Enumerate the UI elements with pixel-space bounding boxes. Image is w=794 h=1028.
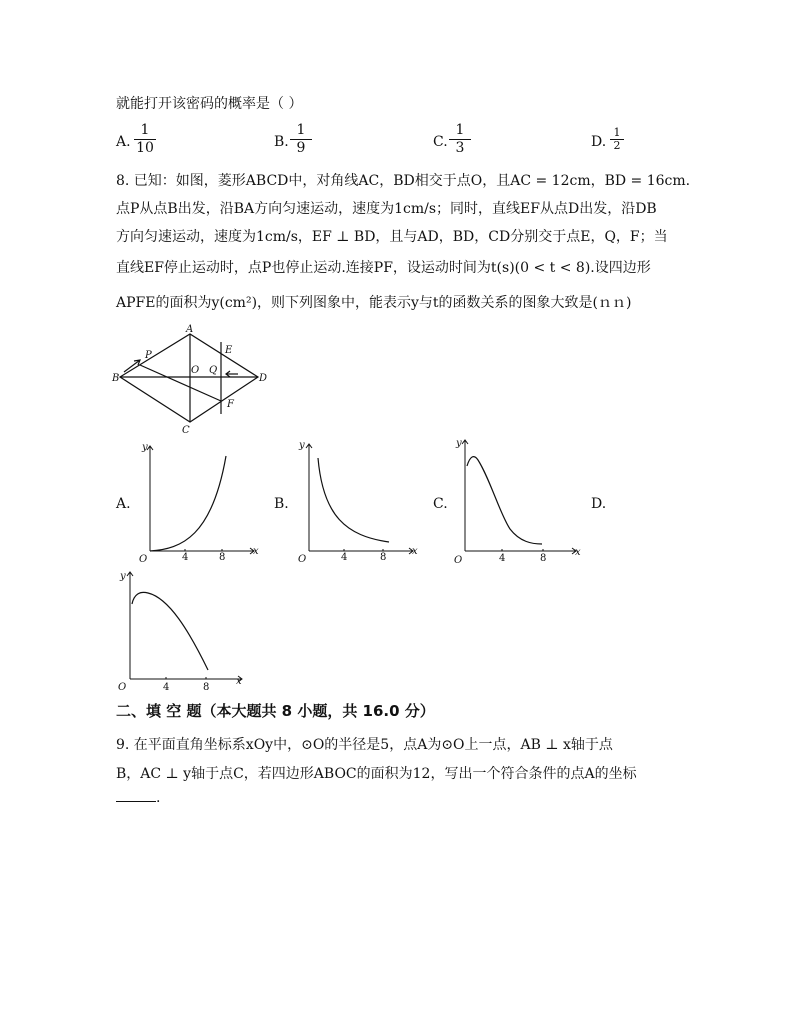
graph-c-curve	[467, 457, 542, 544]
q9-line-1: 9. 在平面直角坐标系xOy中，⊙O的半径是5，点A为⊙O上一点，AB ⊥ x轴于点	[116, 737, 613, 753]
svg-text:x: x	[253, 546, 259, 557]
q7-option-a-fraction: $\frac{1}{10}$	[134, 122, 156, 157]
label-c: C	[182, 425, 190, 436]
graph-c	[450, 434, 585, 566]
q7-option-d-fraction: $\frac{1}{2}$	[610, 127, 624, 152]
svg-text:O: O	[118, 682, 127, 693]
graph-d-curve	[132, 592, 208, 670]
svg-text:4: 4	[499, 553, 506, 564]
q9-line-2: B，AC ⊥ y轴于点C，若四边形ABOC的面积为12，写出一个符合条件的点A的坐标	[116, 766, 637, 782]
svg-text:x: x	[236, 676, 242, 687]
svg-text:4: 4	[341, 552, 348, 563]
svg-text:4: 4	[163, 682, 170, 693]
graph-b	[291, 436, 426, 566]
svg-text:y: y	[299, 440, 305, 451]
q8-line-5: APFE的面积为y(cm²)，则下列图象中，能表示y与t的函数关系的图象大致是(ｎｎ)	[116, 295, 632, 311]
q7-option-c-label: C.	[433, 134, 448, 150]
graph-a	[132, 436, 267, 566]
svg-text:O: O	[139, 554, 148, 565]
label-o: O	[191, 365, 200, 376]
q8-graph-c-label: C.	[433, 496, 448, 512]
label-d: D	[259, 373, 268, 384]
q9-answer-blank[interactable]	[116, 801, 156, 802]
label-a: A	[186, 324, 194, 335]
svg-text:x: x	[412, 546, 418, 557]
q8-graph-a-label: A.	[116, 496, 131, 512]
q8-graph-d-label: D.	[591, 496, 607, 512]
q7-option-b-label: B.	[274, 134, 289, 150]
section-heading: 二、填 空 题（本大题共 8 小题，共 16.0 分）	[116, 702, 435, 720]
svg-text:O: O	[298, 554, 307, 565]
graph-d	[114, 566, 249, 696]
q8-graph-b-label: B.	[274, 496, 289, 512]
svg-text:8: 8	[203, 682, 210, 693]
q7-option-d-label: D.	[591, 134, 607, 150]
graph-a-curve	[150, 456, 226, 551]
svg-text:8: 8	[219, 552, 226, 563]
rhombus-outline	[120, 334, 258, 422]
svg-text:y: y	[142, 442, 148, 453]
svg-text:y: y	[456, 438, 462, 449]
q7-option-b-fraction: $\frac{1}{9}$	[290, 122, 312, 157]
label-b: B	[112, 373, 120, 384]
q9-answer-line	[116, 790, 160, 806]
q7-option-a-label: A.	[116, 134, 131, 150]
graph-b-curve	[318, 458, 389, 542]
q8-line-2: 点P从点B出发，沿BA方向匀速运动，速度为1cm/s；同时，直线EF从点D出发，沿DB	[116, 201, 657, 217]
label-q: Q	[209, 365, 218, 376]
svg-text:8: 8	[380, 552, 387, 563]
q8-line-4: 直线EF停止运动时，点P也停止运动.连接PF，设运动时间为t(s)(0 < t < 8).设四边形	[116, 260, 651, 276]
svg-text:4: 4	[182, 552, 189, 563]
q7-option-c-fraction: $\frac{1}{3}$	[449, 122, 471, 157]
svg-text:O: O	[454, 555, 463, 566]
q9-end-mark: .	[156, 790, 161, 806]
label-e: E	[225, 345, 233, 356]
svg-text:x: x	[575, 547, 581, 558]
q7-text: 就能打开该密码的概率是（ ）	[116, 96, 303, 112]
label-f: F	[227, 399, 234, 410]
q8-line-3: 方向匀速运动，速度为1cm/s，EF ⊥ BD，且与AD，BD，CD分别交于点E，Q，F；当	[116, 229, 668, 245]
svg-text:y: y	[120, 571, 126, 582]
svg-text:8: 8	[540, 553, 547, 564]
label-p: P	[145, 350, 152, 361]
rhombus-diagram	[110, 322, 270, 437]
q8-line-1: 8. 已知：如图，菱形ABCD中，对角线AC，BD相交于点O，且AC = 12cm，BD = 16cm.	[116, 173, 691, 189]
